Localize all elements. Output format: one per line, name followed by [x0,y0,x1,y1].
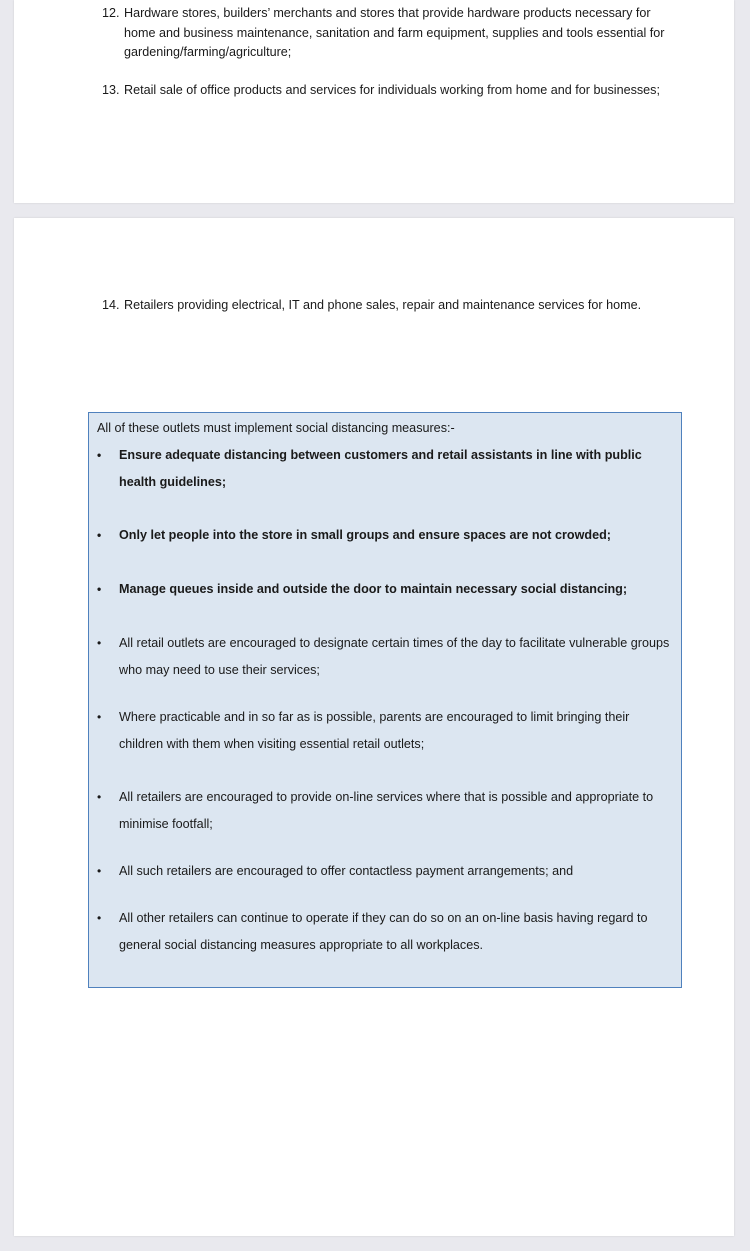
bullet-item [97,442,673,496]
social-distancing-box [88,412,682,988]
bullet-item [97,704,673,758]
bullet-item [97,784,673,838]
bullet-dot-icon: • [97,911,102,925]
bullet-dot-icon: • [97,864,102,878]
bullet-dot-icon: • [97,448,102,462]
bullet-text: All other retailers can continue to operate if they can do so on an on-line basis having regard to general social distancing measures appropriate to all workplaces. [119,911,648,952]
list-item-12 [102,4,684,63]
bullet-dot-icon: • [97,528,102,542]
list-item-number: 12. [102,6,120,20]
bullet-item [97,522,673,549]
bullet-dot-icon: • [97,710,102,724]
document-page-1 [14,0,734,203]
bullet-item [97,858,673,885]
list-item-text: Retail sale of office products and services for individuals working from home and for businesses; [124,83,660,97]
list-item-13 [102,81,684,101]
bullet-dot-icon: • [97,790,102,804]
list-item-text: Hardware stores, builders’ merchants and stores that provide hardware products necessary for home and business maintenance, sanitation and farm equipment, supplies and tools essential for gardening/farming/agriculture; [124,6,665,59]
bullet-text: All such retailers are encouraged to offer contactless payment arrangements; and [119,864,574,878]
bullet-item [97,905,673,959]
bullet-text: All retail outlets are encouraged to designate certain times of the day to facilitate vulnerable groups who may need to use their services; [119,636,670,677]
bullet-item [97,630,673,684]
list-item-14 [102,296,684,316]
box-intro-text: All of these outlets must implement social distancing measures:- [97,421,455,435]
bullet-text: Manage queues inside and outside the door to maintain necessary social distancing; [119,582,628,596]
bullet-dot-icon: • [97,636,102,650]
bullet-text: Where practicable and in so far as is possible, parents are encouraged to limit bringing their children with them when visiting essential retail outlets; [119,710,630,751]
bullet-item [97,576,673,603]
list-item-number: 14. [102,298,120,312]
list-item-text: Retailers providing electrical, IT and phone sales, repair and maintenance services for home. [124,298,642,312]
bullet-dot-icon: • [97,582,102,596]
bullet-text: Only let people into the store in small groups and ensure spaces are not crowded; [119,528,611,542]
list-item-number: 13. [102,83,120,97]
document-page-2 [14,218,734,1236]
bullet-text: Ensure adequate distancing between customers and retail assistants in line with public health guidelines; [119,448,642,489]
bullet-text: All retailers are encouraged to provide on-line services where that is possible and appropriate to minimise footfall; [119,790,654,831]
